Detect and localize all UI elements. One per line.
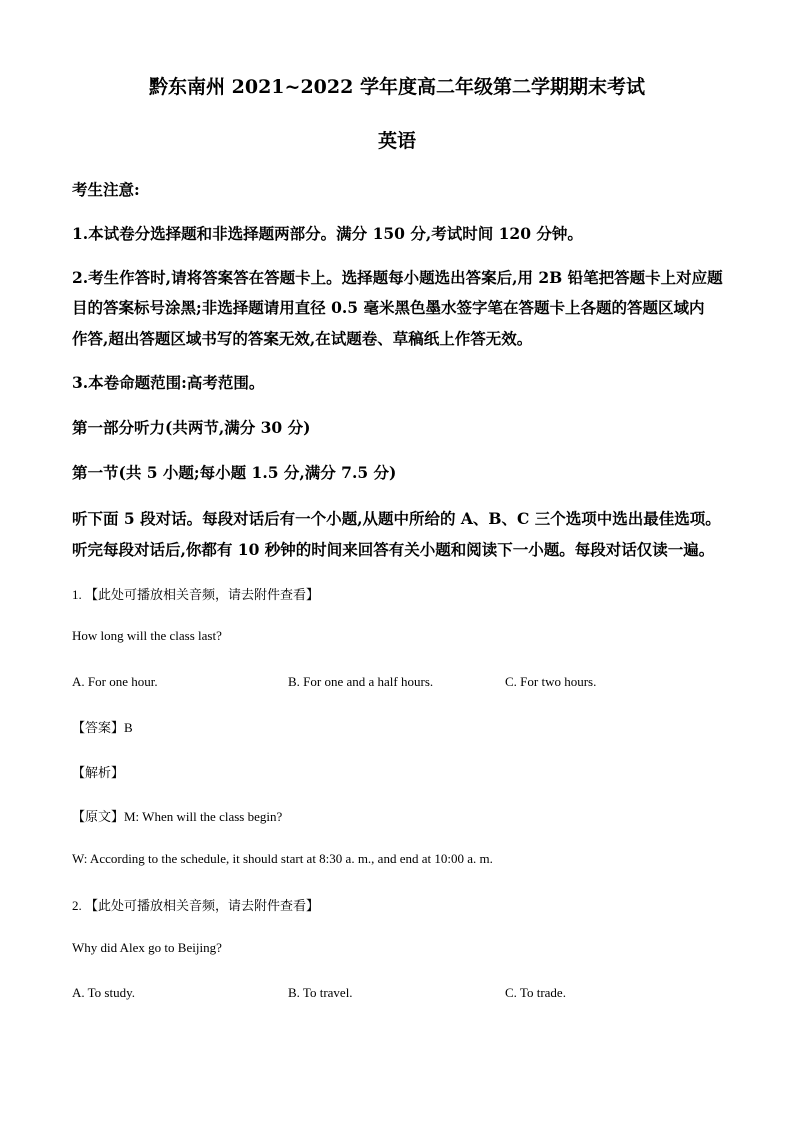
q1-audio-link[interactable]: 1. 【此处可播放相关音频，请去附件查看】 xyxy=(72,587,320,602)
q2-option-c: C. To trade. xyxy=(505,985,566,1000)
q1-option-c: C. For two hours. xyxy=(505,674,597,689)
q1-question: How long will the class last? xyxy=(72,628,222,643)
part-1-heading: 第一部分听力(共两节,满分 30 分) xyxy=(72,418,311,437)
notice-item-1: 1.本试卷分选择题和非选择题两部分。满分 150 分,考试时间 120 分钟。 xyxy=(72,224,583,243)
notice-item-2-line-2: 目的答案标号涂黑;非选择题请用直径 0.5 毫米黑色墨水签字笔在答题卡上各题的答题区域内 xyxy=(72,298,705,317)
notice-heading: 考生注意: xyxy=(72,180,140,199)
q2-question: Why did Alex go to Beijing? xyxy=(72,940,222,955)
subject-title: 英语 xyxy=(377,130,416,152)
q1-option-b: B. For one and a half hours. xyxy=(288,674,434,689)
notice-item-2-line-3: 作答,超出答题区域书写的答案无效,在试题卷、草稿纸上作答无效。 xyxy=(72,329,533,348)
instruction-line-1: 听下面 5 段对话。每段对话后有一个小题,从题中所给的 A、B、C 三个选项中选出最佳选项。 xyxy=(72,509,721,528)
instruction-line-2: 听完每段对话后,你都有 10 秒钟的时间来回答有关小题和阅读下一小题。每段对话仅读一遍。 xyxy=(72,540,715,559)
q2-option-a: A. To study. xyxy=(72,985,136,1000)
q1-transcript-line-1: 【原文】M: When will the class begin? xyxy=(72,809,283,824)
q1-transcript-line-2: W: According to the schedule, it should start at 8:30 a. m., and end at 10:00 a. m. xyxy=(72,851,493,866)
exam-title: 黔东南州 2021~2022 学年度高二年级第二学期期末考试 xyxy=(149,76,645,98)
notice-item-2-line-1: 2.考生作答时,请将答案答在答题卡上。选择题每小题选出答案后,用 2B 铅笔把答题卡上对应题 xyxy=(72,268,723,287)
notice-item-3: 3.本卷命题范围:高考范围。 xyxy=(72,373,265,392)
q2-audio-link[interactable]: 2. 【此处可播放相关音频，请去附件查看】 xyxy=(72,898,320,913)
q1-answer: 【答案】B xyxy=(72,720,133,735)
q1-analysis: 【解析】 xyxy=(72,765,125,780)
q2-option-b: B. To travel. xyxy=(288,985,353,1000)
q1-option-a: A. For one hour. xyxy=(72,674,158,689)
section-1-heading: 第一节(共 5 小题;每小题 1.5 分,满分 7.5 分) xyxy=(72,463,397,482)
